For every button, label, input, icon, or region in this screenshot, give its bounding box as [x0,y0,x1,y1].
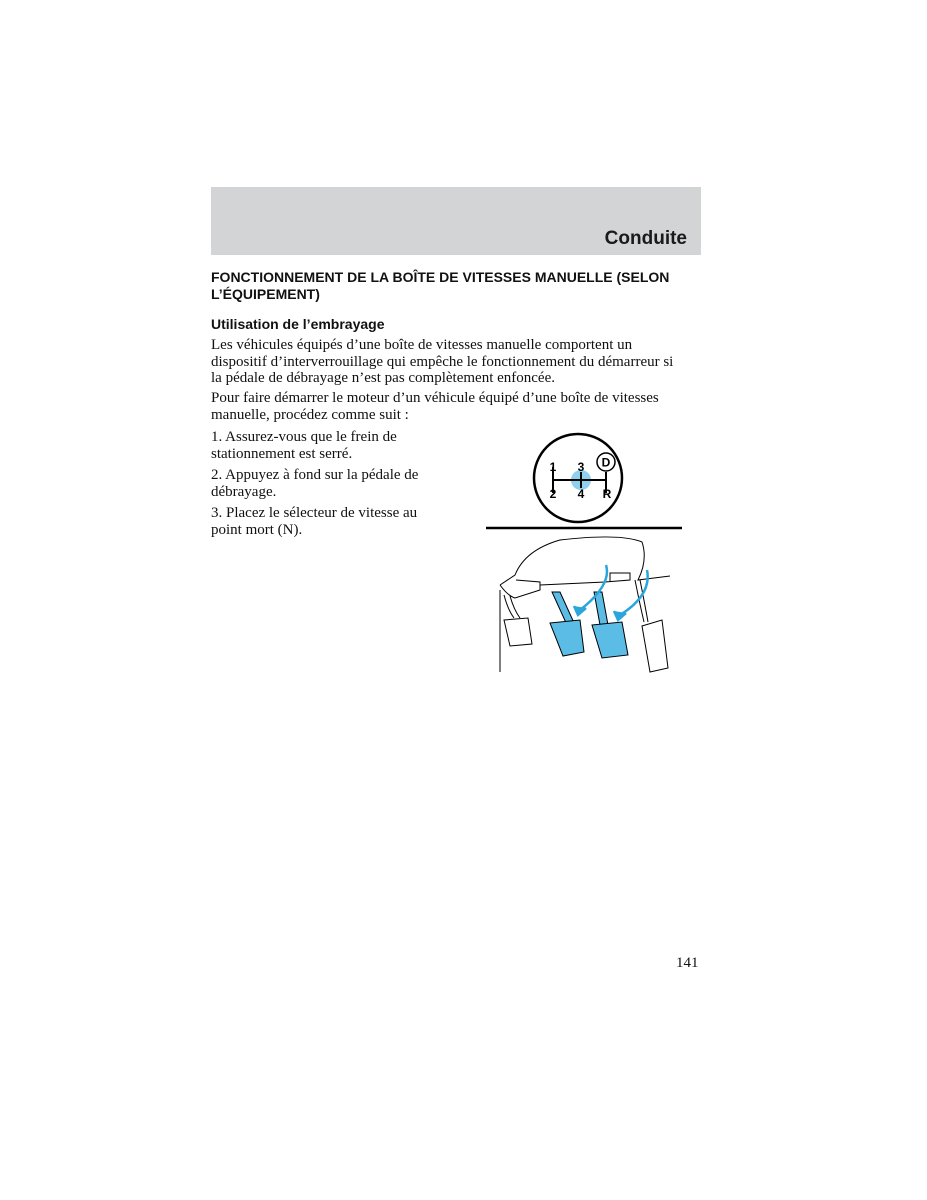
paragraph-start-procedure: Pour faire démarrer le moteur d’un véhicule équipé d’une boîte de vitesses manuelle, procédez comme suit : [211,390,659,423]
shift-pattern-diagram [534,434,622,522]
gear-4-label: 4 [577,487,585,501]
overdrive-label: D [601,455,611,470]
reverse-label: R [602,487,612,501]
page-heading: FONCTIONNEMENT DE LA BOÎTE DE VITESSES MANUELLE (SELON L’ÉQUIPEMENT) [211,269,670,302]
step-3: 3. Placez le sélecteur de vitesse au point mort (N). [211,505,418,538]
subheading: Utilisation de l’embrayage [211,316,385,332]
gear-2-label: 2 [549,487,557,501]
section-title: Conduite [604,228,687,249]
clutch-pedal-illustration [480,430,700,680]
page-number: 141 [676,955,699,971]
gear-1-label: 1 [549,460,557,474]
gear-3-label: 3 [577,460,585,474]
section-header-band [211,187,701,255]
paragraph-interlock: Les véhicules équipés d’une boîte de vitesses manuelle comportent un dispositif d’interverrouillage qui empêche le fonctionnement du démarreur si la pédale de débrayage n’est pas complètement enfoncée. [211,337,674,386]
step-1: 1. Assurez-vous que le frein de stationnement est serré. [211,429,397,462]
step-2: 2. Appuyez à fond sur la pédale de débrayage. [211,467,419,500]
